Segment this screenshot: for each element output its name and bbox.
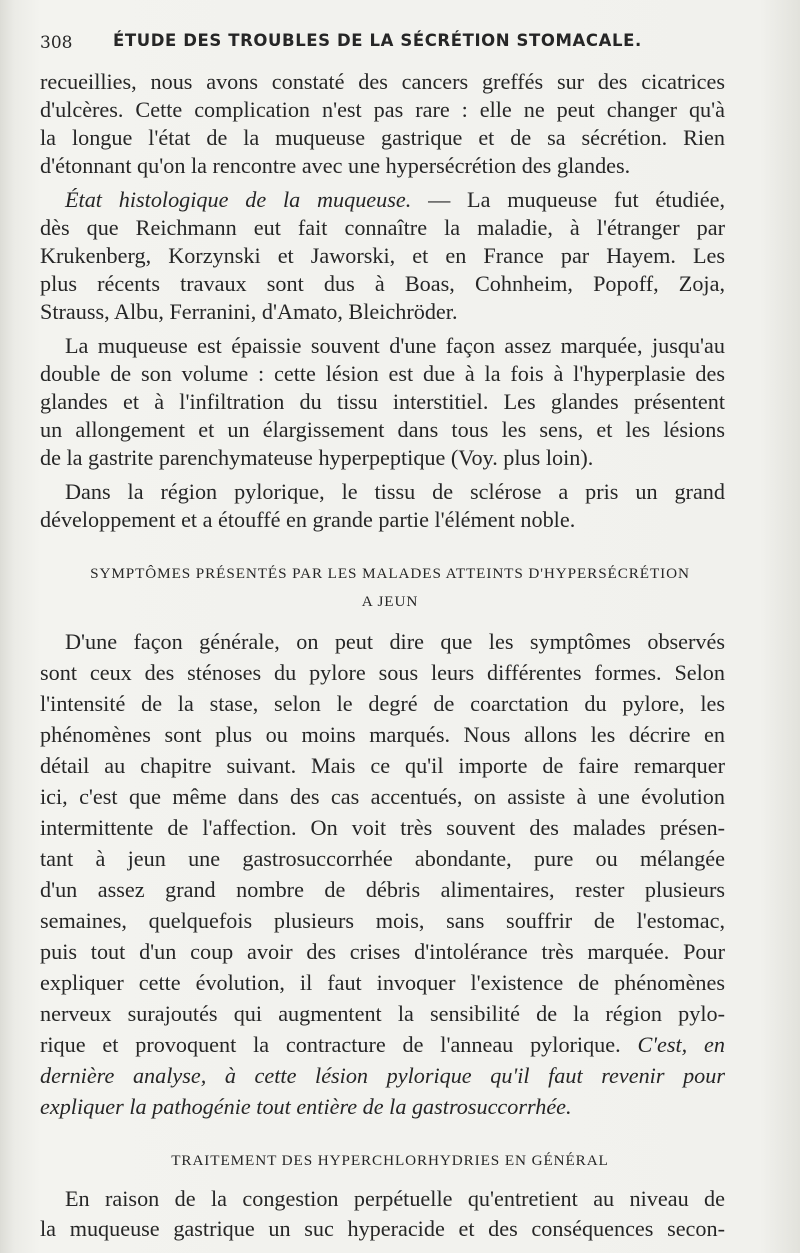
emphasis-text: C'est, en	[620, 1032, 725, 1057]
section-title: TRAITEMENT DES HYPERCHLORHYDRIES EN GÉNÉRAL	[171, 1152, 609, 1169]
text-line: recueillies, nous avons constaté des cancers greffés sur des cicatrices	[40, 69, 725, 94]
text-line: détail au chapitre suivant. Mais ce qu'il importe de faire remarquer	[40, 753, 725, 778]
text-line: nerveux surajoutés qui augmentent la sensibilité de la région pylo-	[40, 1001, 725, 1026]
text-line: Dans la région pylorique, le tissu de sclérose a pris un grand	[65, 479, 725, 504]
text-line: de la gastrite parenchymateuse hyperpeptique (Voy. plus loin).	[40, 445, 594, 470]
text-line: double de son volume : cette lésion est due à la fois à l'hyperplasie des	[40, 361, 725, 386]
text-line: dès que Reichmann eut fait connaître la maladie, à l'étranger par	[40, 215, 725, 240]
text-line: tant à jeun une gastrosuccorrhée abondante, pure ou mélangée	[40, 846, 725, 871]
emphasis-line: expliquer la pathogénie tout entière de la gastrosuccorrhée.	[40, 1094, 572, 1119]
text-line: phénomènes sont plus ou moins marqués. Nous allons les décrire en	[40, 722, 725, 747]
running-title: ÉTUDE DES TROUBLES DE LA SÉCRÉTION STOMACALE.	[113, 31, 642, 50]
text-line: puis tout d'un coup avoir des crises d'intolérance très marquée. Pour	[40, 939, 725, 964]
paragraph-heading-line	[65, 186, 725, 214]
text-line: En raison de la congestion perpétuelle qu'entretient au niveau de	[65, 1186, 725, 1211]
text-line: un allongement et un élargissement dans tous les sens, et les lésions	[40, 417, 725, 442]
text-line: d'ulcères. Cette complication n'est pas rare : elle ne peut changer qu'à	[40, 97, 725, 122]
text-line: l'intensité de la stase, selon le degré de coarctation du pylore, les	[40, 691, 725, 716]
page-header	[40, 27, 740, 57]
text-line: la muqueuse gastrique un suc hyperacide et des conséquences secon-	[40, 1216, 725, 1241]
mixed-text-line	[40, 1031, 725, 1059]
text-line: la longue l'état de la muqueuse gastrique et de sa sécrétion. Rien	[40, 125, 725, 150]
text-line: La muqueuse est épaissie souvent d'une façon assez marquée, jusqu'au	[65, 333, 725, 358]
text-line: Strauss, Albu, Ferranini, d'Amato, Bleichröder.	[40, 299, 458, 324]
text-line: plus récents travaux sont dus à Boas, Cohnheim, Popoff, Zoja,	[40, 271, 725, 296]
emphasis-line: dernière analyse, à cette lésion pylorique qu'il faut revenir pour	[40, 1063, 725, 1088]
text-line: développement et a étouffé en grande partie l'élément noble.	[40, 507, 576, 532]
text-fragment: rique et provoquent la contracture de l'anneau pylorique.	[40, 1032, 621, 1057]
text-line: expliquer cette évolution, il faut invoquer l'existence de phénomènes	[40, 970, 725, 995]
text-line: glandes et à l'infiltration du tissu interstitiel. Les glandes présentent	[40, 389, 725, 414]
text-line: d'un assez grand nombre de débris alimentaires, rester plusieurs	[40, 877, 725, 902]
text-line: semaines, quelquefois plusieurs mois, sans souffrir de l'estomac,	[40, 908, 725, 933]
section-title-continued: A JEUN	[361, 593, 419, 610]
text-line: d'étonnant qu'on la rencontre avec une hypersécrétion des glandes.	[40, 153, 631, 178]
subheading-italic: État histologique de la muqueuse.	[65, 187, 412, 212]
text-fragment: — La muqueuse fut étudiée,	[411, 187, 725, 212]
page-number: 308	[40, 33, 73, 53]
text-line: ici, c'est que même dans des cas accentués, on assiste à une évolution	[40, 784, 725, 809]
text-line: intermittente de l'affection. On voit très souvent des malades présen-	[40, 815, 725, 840]
text-line: D'une façon générale, on peut dire que les symptômes observés	[65, 629, 725, 654]
text-line: Krukenberg, Korzynski et Jaworski, et en France par Hayem. Les	[40, 243, 725, 268]
section-title: SYMPTÔMES PRÉSENTÉS PAR LES MALADES ATTEINTS D'HYPERSÉCRÉTION	[90, 565, 690, 582]
text-line: sont ceux des sténoses du pylore sous leurs différentes formes. Selon	[40, 660, 725, 685]
